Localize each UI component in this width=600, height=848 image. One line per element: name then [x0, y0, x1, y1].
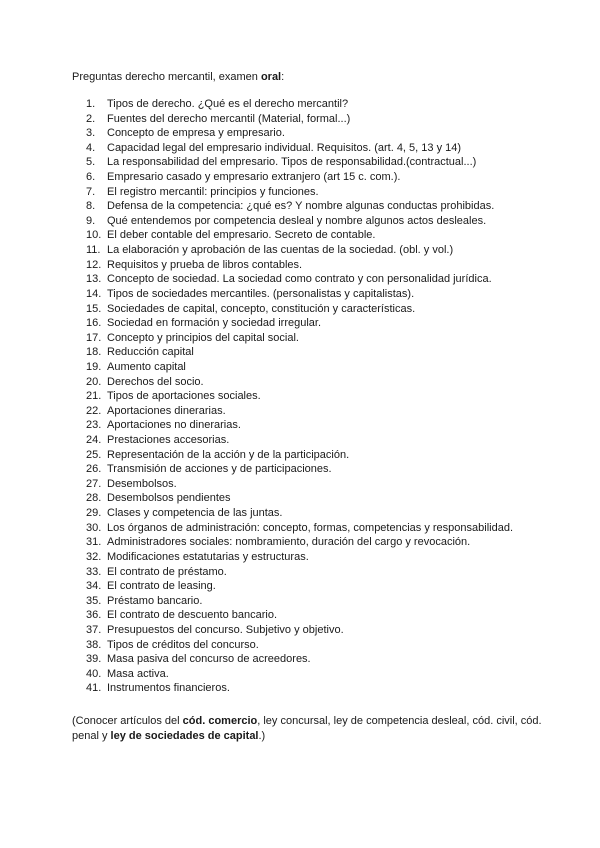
- question-text: Sociedad en formación y sociedad irregular.: [107, 317, 322, 330]
- question-number: 14.: [86, 287, 102, 300]
- question-item: [86, 360, 513, 375]
- question-item: [86, 506, 513, 521]
- question-number: 11.: [86, 244, 101, 257]
- question-item: [86, 550, 513, 565]
- question-text: Tipos de aportaciones sociales.: [107, 390, 261, 403]
- question-text: Empresario casado y empresario extranjero (art 15 c. com.).: [107, 171, 401, 184]
- question-item: [86, 258, 513, 273]
- question-text: Instrumentos financieros.: [107, 682, 230, 695]
- question-item: [86, 375, 513, 390]
- heading-text: Preguntas derecho mercantil, examen: [72, 71, 261, 83]
- note-text-1: (Conocer artículos del: [72, 715, 183, 727]
- question-number: 34.: [86, 580, 102, 593]
- question-number: 18.: [86, 346, 102, 359]
- question-text: Representación de la acción y de la participación.: [107, 448, 350, 461]
- note-text-3: .): [258, 729, 266, 742]
- question-number: 21.: [86, 390, 102, 403]
- question-text: Masa activa.: [107, 667, 169, 680]
- question-item: [86, 316, 513, 331]
- question-number: 19.: [86, 360, 102, 373]
- question-item: [86, 170, 513, 185]
- question-item: [86, 491, 513, 506]
- page-heading: [72, 70, 284, 84]
- question-number: 37.: [86, 623, 102, 636]
- question-text: Requisitos y prueba de libros contables.: [107, 258, 303, 271]
- question-number: 3.: [86, 127, 96, 140]
- question-number: 23.: [86, 419, 102, 432]
- question-text: La elaboración y aprobación de las cuentas de la sociedad. (obl. y vol.): [107, 244, 454, 257]
- question-text: Desembolsos.: [107, 477, 177, 490]
- question-text: Prestaciones accesorias.: [107, 434, 230, 447]
- question-number: 26.: [86, 463, 102, 476]
- question-text: Aportaciones dinerarias.: [107, 404, 226, 417]
- question-item: [86, 462, 513, 477]
- question-number: 32.: [86, 550, 102, 563]
- heading-bold-word: oral: [260, 71, 282, 83]
- question-number: 28.: [86, 492, 102, 505]
- question-item: [86, 112, 513, 127]
- question-number: 15.: [86, 302, 102, 315]
- question-number: 22.: [86, 404, 102, 417]
- question-text: Tipos de sociedades mercantiles. (personalistas y capitalistas).: [107, 287, 415, 300]
- question-item: [86, 126, 513, 141]
- question-text: Concepto y principios del capital social.: [107, 331, 299, 344]
- question-number: 6.: [86, 171, 96, 184]
- question-item: [86, 389, 513, 404]
- question-text: Modificaciones estatutarias y estructuras.: [107, 550, 309, 563]
- question-list: [86, 97, 513, 696]
- question-text: Masa pasiva del concurso de acreedores.: [107, 653, 311, 666]
- question-item: [86, 681, 513, 696]
- question-text: Fuentes del derecho mercantil (Material, formal...): [107, 112, 351, 125]
- question-item: [86, 214, 513, 229]
- question-item: [86, 97, 513, 112]
- question-text: Presupuestos del concurso. Subjetivo y objetivo.: [107, 623, 344, 636]
- question-item: [86, 623, 513, 638]
- question-item: [86, 404, 513, 419]
- question-text: El registro mercantil: principios y funciones.: [107, 185, 319, 198]
- question-item: [86, 141, 513, 156]
- question-item: [86, 535, 513, 550]
- question-number: 8.: [86, 200, 96, 213]
- question-text: Defensa de la competencia: ¿qué es? Y nombre algunas conductas prohibidas.: [107, 200, 495, 213]
- question-number: 9.: [86, 214, 96, 227]
- question-text: El contrato de préstamo.: [107, 565, 227, 578]
- question-number: 29.: [86, 507, 102, 520]
- question-number: 31.: [86, 536, 102, 549]
- question-number: 20.: [86, 375, 102, 388]
- question-number: 12.: [86, 258, 102, 271]
- question-item: [86, 579, 513, 594]
- question-number: 30.: [86, 521, 102, 534]
- question-item: [86, 477, 513, 492]
- question-number: 40.: [86, 667, 102, 680]
- question-item: [86, 155, 513, 170]
- question-text: Qué entendemos por competencia desleal y nombre algunos actos desleales.: [107, 214, 487, 227]
- question-number: 33.: [86, 565, 102, 578]
- question-number: 41.: [86, 682, 102, 695]
- question-item: [86, 565, 513, 580]
- question-item: [86, 448, 513, 463]
- question-item: [86, 272, 513, 287]
- question-text: Aportaciones no dinerarias.: [107, 419, 241, 432]
- question-item: [86, 243, 513, 258]
- question-text: Sociedades de capital, concepto, constitución y características.: [107, 302, 416, 315]
- question-text: Concepto de empresa y empresario.: [107, 127, 285, 140]
- question-text: Los órganos de administración: concepto, formas, competencias y responsabilidad.: [107, 521, 514, 534]
- question-text: Desembolsos pendientes: [107, 492, 231, 505]
- question-number: 38.: [86, 638, 102, 651]
- question-number: 35.: [86, 594, 102, 607]
- question-number: 16.: [86, 317, 102, 330]
- question-text: Capacidad legal del empresario individual. Requisitos. (art. 4, 5, 13 y 14): [107, 141, 462, 154]
- question-text: Tipos de derecho. ¿Qué es el derecho mercantil?: [107, 98, 349, 110]
- heading-suffix: :: [281, 71, 285, 83]
- question-item: [86, 185, 513, 200]
- question-text: El deber contable del empresario. Secreto de contable.: [107, 229, 376, 242]
- question-number: 17.: [86, 331, 102, 344]
- question-item: [86, 287, 513, 302]
- question-text: Derechos del socio.: [107, 375, 204, 388]
- question-number: 2.: [86, 112, 96, 125]
- note-bold-2: ley de sociedades de capital: [110, 729, 259, 742]
- question-number: 25.: [86, 448, 102, 461]
- question-item: [86, 652, 513, 667]
- question-text: El contrato de leasing.: [107, 580, 216, 593]
- question-item: [86, 608, 513, 623]
- footnote: [72, 714, 542, 743]
- question-number: 24.: [86, 434, 102, 447]
- question-number: 5.: [86, 156, 96, 169]
- question-number: 36.: [86, 609, 102, 622]
- question-item: [86, 638, 513, 653]
- question-text: Tipos de créditos del concurso.: [107, 638, 259, 651]
- question-text: Préstamo bancario.: [107, 594, 203, 607]
- question-item: [86, 331, 513, 346]
- question-item: [86, 199, 513, 214]
- question-number: 27.: [86, 477, 102, 490]
- question-item: [86, 521, 513, 536]
- question-item: [86, 302, 513, 317]
- question-item: [86, 345, 513, 360]
- question-text: Reducción capital: [107, 346, 194, 359]
- question-text: La responsabilidad del empresario. Tipos de responsabilidad.(contractual...): [107, 156, 477, 169]
- question-item: [86, 667, 513, 682]
- question-number: 10.: [86, 229, 102, 242]
- question-item: [86, 228, 513, 243]
- question-text: Concepto de sociedad. La sociedad como contrato y con personalidad jurídica.: [107, 273, 492, 286]
- question-item: [86, 418, 513, 433]
- question-text: Administradores sociales: nombramiento, duración del cargo y revocación.: [107, 536, 471, 549]
- note-text-2: , ley concursal, ley de competencia desleal, cód. civil, cód. penal y: [72, 715, 542, 742]
- question-number: 39.: [86, 653, 102, 666]
- question-number: 1.: [86, 98, 96, 110]
- question-text: Aumento capital: [107, 360, 186, 373]
- note-bold-1: cód. comercio: [182, 715, 258, 727]
- question-item: [86, 433, 513, 448]
- question-number: 7.: [86, 185, 96, 198]
- question-text: Transmisión de acciones y de participaciones.: [107, 463, 332, 476]
- question-number: 13.: [86, 273, 102, 286]
- question-text: Clases y competencia de las juntas.: [107, 507, 283, 520]
- question-item: [86, 594, 513, 609]
- question-number: 4.: [86, 141, 96, 154]
- question-text: El contrato de descuento bancario.: [107, 609, 278, 622]
